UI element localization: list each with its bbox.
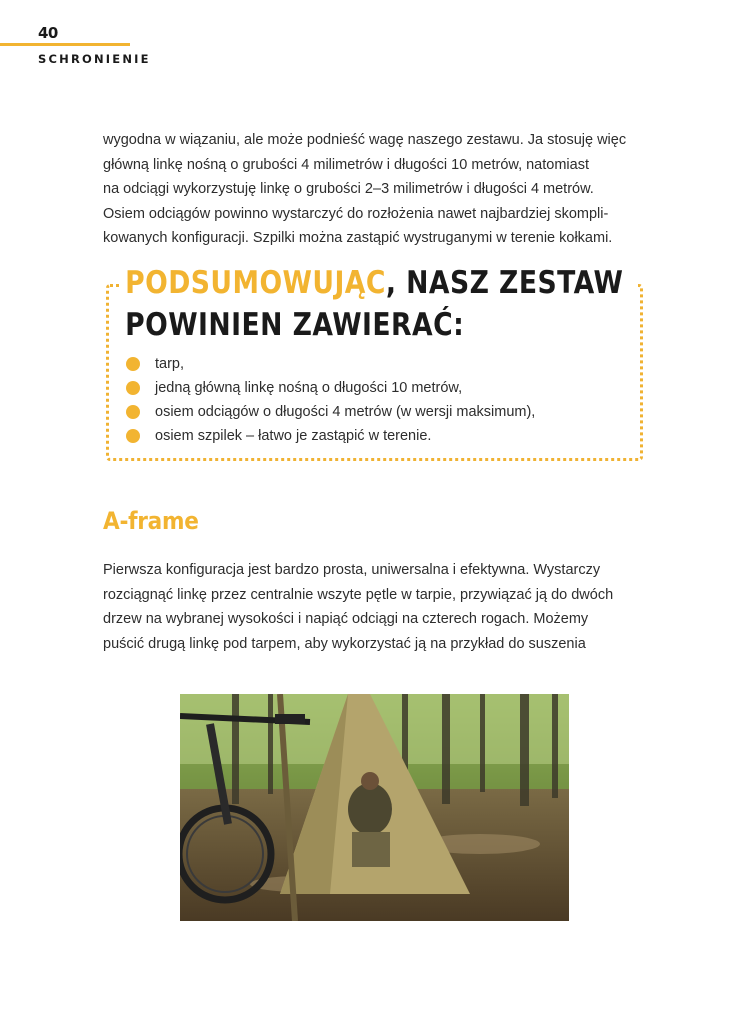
list-item: [126, 352, 535, 376]
list-item-text: osiem szpilek – łatwo je zastąpić w terenie.: [155, 428, 432, 444]
text-line: Pierwsza konfiguracja jest bardzo prosta, uniwersalna i efektywna. Wystarczy: [103, 562, 601, 578]
list-item-text: jedną główną linkę nośną o długości 10 metrów,: [155, 380, 463, 396]
bullet-dot-icon: [126, 429, 140, 443]
text-line: rozciągnąć linkę przez centralnie wszyte pętle w tarpie, przywiązać ją do dwóch: [103, 586, 614, 603]
header-rule: [0, 43, 130, 46]
text-line: wygodna w wiązaniu, ale może podnieść wagę naszego zestawu. Ja stosuję więc: [103, 132, 627, 148]
text-line: na odciągi wykorzystuję linkę o grubości 2–3 milimetrów i długości 4 metrów.: [103, 181, 594, 197]
page-number: 40: [38, 24, 58, 42]
text-line: drzew na wybranej wysokości i napiąć odciągi na czterech rogach. Możemy: [103, 611, 589, 627]
list-item: [126, 424, 535, 448]
body-paragraph-1: [103, 128, 651, 251]
text-line: puścić drugą linkę pod tarpem, aby wykorzystać ją na przykład do suszenia: [103, 635, 586, 652]
summary-heading: [120, 262, 635, 346]
section-label: SCHRONIENIE: [38, 52, 151, 66]
bullet-dot-icon: [126, 357, 140, 371]
list-item-text: osiem odciągów o długości 4 metrów (w wersji maksimum),: [155, 404, 536, 420]
summary-heading-accent: PODSUMOWUJĄC: [125, 265, 386, 301]
text-line: Osiem odciągów powinno wystarczyć do rozłożenia nawet najbardziej skompli-: [103, 205, 609, 222]
summary-heading-line2: POWINIEN ZAWIERAĆ:: [125, 304, 473, 346]
body-paragraph-2: [103, 558, 651, 656]
summary-heading-rest: , NASZ ZESTAW: [385, 265, 624, 301]
text-line: główną linkę nośną o grubości 4 milimetrów i długości 10 metrów, natomiast: [103, 156, 589, 173]
bullet-dot-icon: [126, 381, 140, 395]
summary-list: [126, 352, 535, 448]
forest-tarp-photo: [180, 694, 569, 921]
list-item: [126, 376, 535, 400]
section-heading: A-frame: [103, 507, 199, 535]
text-line: kowanych konfiguracji. Szpilki można zastąpić wystruganymi w terenie kołkami.: [103, 230, 613, 246]
list-item-text: tarp,: [155, 356, 185, 372]
bullet-dot-icon: [126, 405, 140, 419]
list-item: [126, 400, 535, 424]
